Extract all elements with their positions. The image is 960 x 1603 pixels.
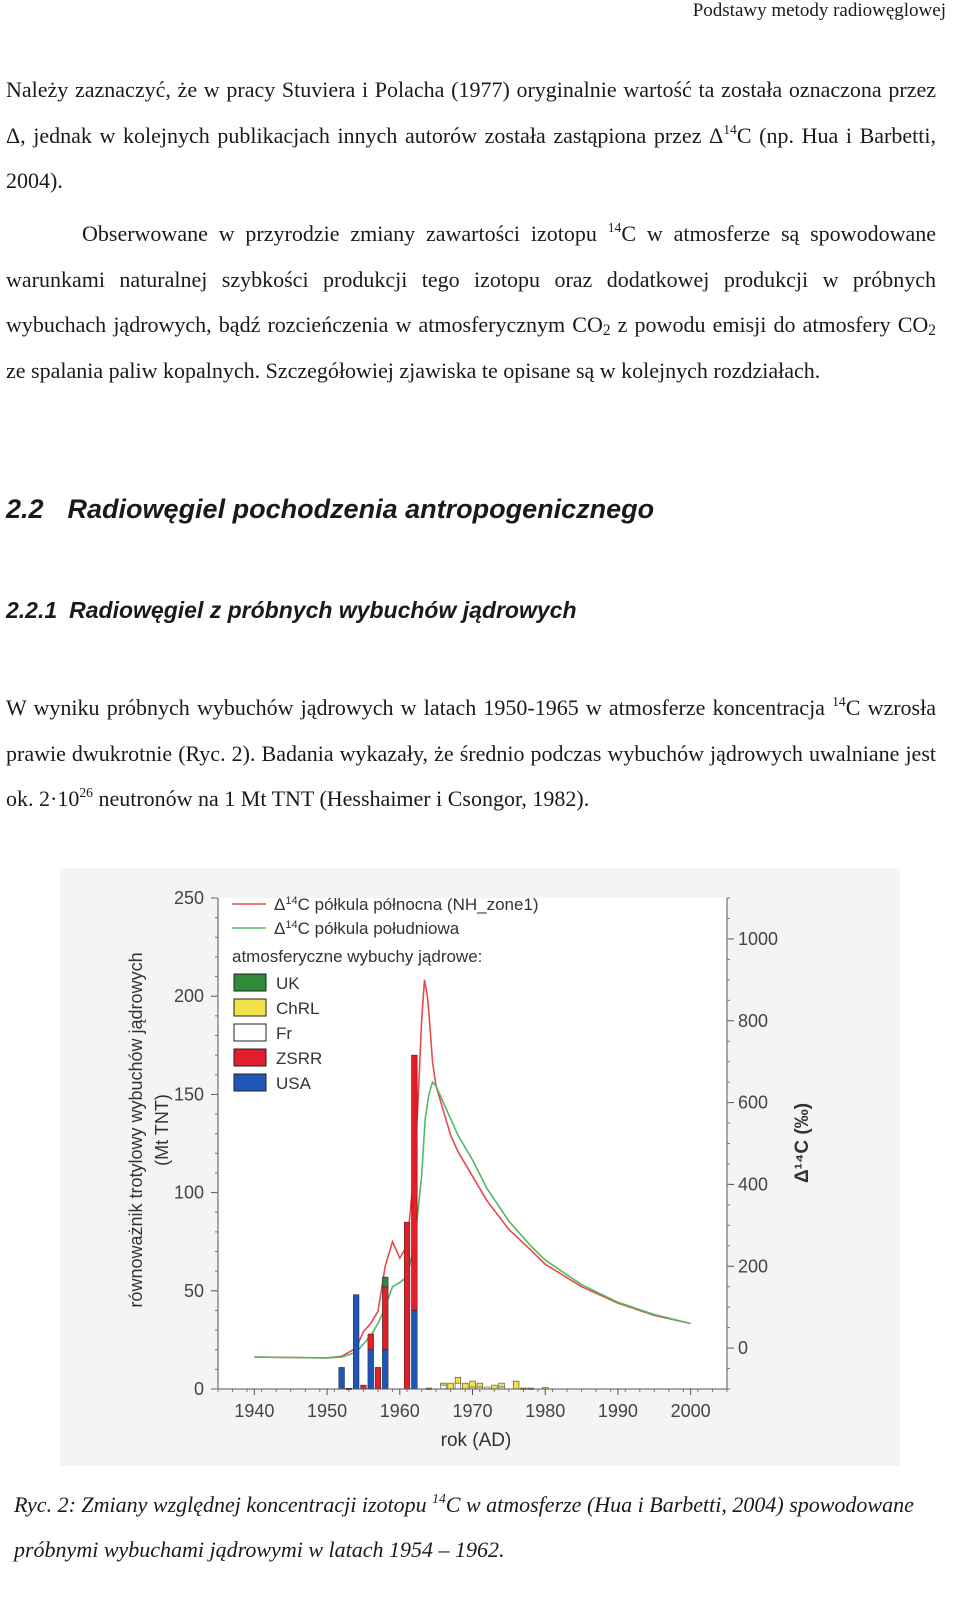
bar-1955-ZSRR	[361, 1385, 367, 1389]
bar-1966-Fr	[441, 1385, 447, 1389]
bar-1958-USA	[382, 1350, 388, 1389]
y-left-axis-title: równoważnik trotylowy wybuchów jądrowych	[126, 952, 146, 1308]
y-right-tick-label: 1000	[738, 928, 779, 949]
paragraph-nuclear-tests: W wyniku próbnych wybuchów jądrowych w latach 1950-1965 w atmosferze koncentracja $^{14}$C wzrosła prawie dwukrotnie (Ryc. 2). Badania wykazały, że średnio podczas wybuchów jądrowych uwalniane jest ok. $2\cdot 10^{26}$ neutronów na 1 Mt TNT (Hesshaimer i Csongor, 1982).	[6, 694, 936, 811]
y-left-tick-label: 250	[173, 888, 204, 908]
x-tick-label: 1960	[379, 1401, 420, 1421]
bar-1969-ChRL	[462, 1383, 468, 1389]
y-right-tick-label: 400	[738, 1174, 769, 1195]
x-tick-label: 1970	[452, 1401, 493, 1421]
y-left-axis-unit: (Mt TNT)	[152, 1094, 172, 1166]
y-left-tick-label: 150	[173, 1084, 204, 1105]
bar-1968-ChRL	[455, 1377, 461, 1383]
section-heading: 2.2 Radiowęgiel pochodzenia antropogenicznego	[6, 494, 655, 524]
x-tick-label: 2000	[670, 1401, 711, 1421]
bar-1957-ZSRR	[375, 1367, 381, 1389]
legend-label-ChRL: ChRL	[276, 999, 320, 1018]
figure-caption: Ryc. 2: Zmiany względnej koncentracji izotopu $^{14}$C w atmosferze (Hua i Barbetti, 2004) spowodowane próbnymi wybuchami jądrowymi w latach 1954 – 1962.	[14, 1491, 914, 1562]
y-right-tick-label: 0	[738, 1338, 749, 1359]
legend-swatch-USA	[234, 1074, 266, 1091]
bar-1958-UK	[382, 1277, 388, 1287]
legend-label-ZSRR: ZSRR	[276, 1049, 323, 1068]
paragraph-delta-notation: Należy zaznaczyć, że w pracy Stuviera i Polacha (1977) oryginalnie wartość ta została oznaczona przez Δ, jednak w kolejnych publikacjach innych autorów została zastąpiona przez $\Delta^{14}C$ (np. Hua i Barbetti, 2004).	[6, 77, 936, 193]
legend-label-NH: $\Delta^{14}C$ półkula północna (NH_zone1)	[274, 895, 539, 914]
subsection-heading: 2.2.1 Radiowęgiel z próbnych wybuchów jądrowych	[6, 597, 577, 623]
bar-1958-ZSRR	[382, 1287, 388, 1350]
y-right-tick-label: 200	[738, 1256, 769, 1277]
plot-background	[218, 898, 727, 1389]
y-left-tick-label: 200	[173, 986, 204, 1007]
bar-1954-USA	[353, 1295, 359, 1389]
running-header: Podstawy metody radiowęglowej	[692, 0, 946, 21]
y-left-tick-label: 100	[173, 1182, 204, 1203]
y-left-tick-label: 50	[183, 1280, 204, 1301]
bar-1974-ChRL	[499, 1383, 505, 1387]
legend-swatch-ZSRR	[234, 1049, 266, 1066]
bar-1956-ZSRR	[368, 1334, 374, 1350]
bar-1956-USA	[368, 1350, 374, 1389]
legend-label-Fr: Fr	[276, 1024, 293, 1043]
bar-1968-Fr	[455, 1383, 461, 1389]
bar-1962-ZSRR	[412, 1055, 418, 1310]
y-left-tick-label: 0	[193, 1379, 204, 1399]
y-right-axis-title: Δ¹⁴C (‰)	[792, 1102, 813, 1184]
bomb-radiocarbon-chart	[0, 868, 960, 1468]
x-tick-label: 1980	[525, 1401, 566, 1421]
bar-1966-ChRL	[441, 1383, 447, 1385]
bar-1970-ChRL	[470, 1381, 476, 1387]
legend-swatch-UK	[234, 974, 266, 991]
legend-tests-title: atmosferyczne wybuchy jądrowe:	[232, 947, 483, 966]
bar-1967-ChRL	[448, 1383, 454, 1389]
x-tick-label: 1940	[234, 1401, 275, 1421]
bar-1973-ChRL	[492, 1385, 498, 1389]
bar-1976-ChRL	[513, 1381, 519, 1389]
x-tick-label: 1990	[597, 1401, 638, 1421]
bar-1962-USA	[412, 1310, 418, 1389]
bar-1971-ChRL	[477, 1383, 483, 1387]
bar-1961-ZSRR	[404, 1222, 410, 1389]
legend-swatch-ChRL	[234, 999, 266, 1016]
legend-label-SH: $\Delta^{14}C$ półkula południowa	[274, 919, 460, 938]
x-tick-label: 1950	[307, 1401, 348, 1421]
legend-label-UK: UK	[276, 974, 300, 993]
y-right-tick-label: 600	[738, 1092, 769, 1113]
legend-label-USA: USA	[276, 1074, 311, 1093]
paragraph-natural-variations: Obserwowane w przyrodzie zmiany zawartości izotopu $^{14}$C w atmosferze są spowodowane warunkami naturalnej szybkości produkcji tego izotopu oraz dodatkowej produkcji w próbnych wybuchach jądrowych, bądź rozcieńczenia w atmosferycznym $CO_2$ z powodu emisji do atmosfery $CO_2$ ze spalania paliw kopalnych. Szczegółowiej zjawiska te opisane są w kolejnych rozdziałach.	[6, 220, 936, 383]
x-axis-title: rok (AD)	[440, 1430, 512, 1451]
bar-1952-USA	[339, 1367, 345, 1389]
legend-swatch-Fr	[234, 1024, 266, 1041]
y-right-tick-label: 800	[738, 1010, 769, 1031]
